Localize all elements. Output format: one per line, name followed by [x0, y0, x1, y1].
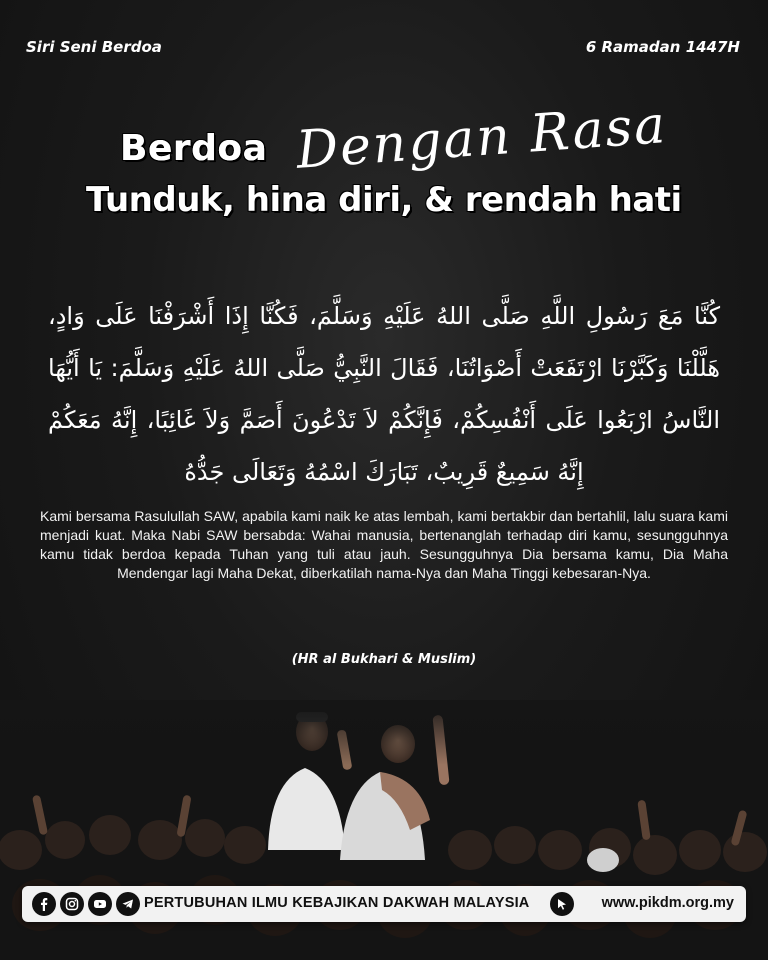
date-label: 6 Ramadan 1447H — [585, 38, 740, 56]
title-main: Berdoa — [120, 128, 268, 169]
website-link[interactable]: www.pikdm.org.my — [601, 895, 734, 911]
social-icons — [32, 892, 140, 916]
series-label: Siri Seni Berdoa — [26, 38, 162, 56]
hadith-source: (HR al Bukhari & Muslim) — [291, 652, 477, 667]
facebook-icon[interactable] — [32, 892, 56, 916]
youtube-icon[interactable] — [88, 892, 112, 916]
organization-name: PERTUBUHAN ILMU KEBAJIKAN DAKWAH MALAYSIA — [144, 895, 530, 911]
instagram-icon[interactable] — [60, 892, 84, 916]
hadith-arabic: كُنَّا مَعَ رَسُولِ اللَّهِ صَلَّى اللهُ عَلَيْهِ وَسَلَّمَ، فَكُنَّا إِذَا أَشْرَفْنَا عَلَى وَادٍ، هَلَّلْنَا وَكَبَّرْنَا ارْتَفَعَتْ أَصْوَاتُنَا، فَقَالَ النَّبِيُّ صَلَّى اللهُ عَلَيْهِ وَسَلَّمَ: يَا أَيُّهَا النَّاسُ ارْبَعُوا عَلَى أَنْفُسِكُمْ، فَإِنَّكُمْ لاَ تَدْعُونَ أَصَمَّ وَلاَ غَائِبًا، إِنَّهُ مَعَكُمْ إِنَّهُ سَمِيعٌ قَرِيبٌ، تَبَارَكَ اسْمُهُ وَتَعَالَى جَدُّهُ — [48, 302, 720, 486]
footer-bar — [22, 886, 746, 922]
telegram-icon[interactable] — [116, 892, 140, 916]
hadith-translation: Kami bersama Rasulullah SAW, apabila kami naik ke atas lembah, kami bertakbir dan bertahlil, lalu suara kami menjadi kuat. Maka Nabi SAW bersabda: Wahai manusia, bertenanglah terhadap diri kamu, sesungguhnya kamu tidak berdoa kepada Tuhan yang tuli atau jauh. Sesungguhnya Dia bersama kamu, Dia Maha Mendengar lagi Maha Dekat, diberkatilah nama-Nya dan Maha Tinggi kebesaran-Nya. — [40, 508, 728, 581]
title-subtitle: Tunduk, hina diri, & rendah hati — [86, 180, 682, 220]
title-script: Dengan Rasa — [294, 95, 669, 181]
cursor-icon — [550, 892, 574, 916]
